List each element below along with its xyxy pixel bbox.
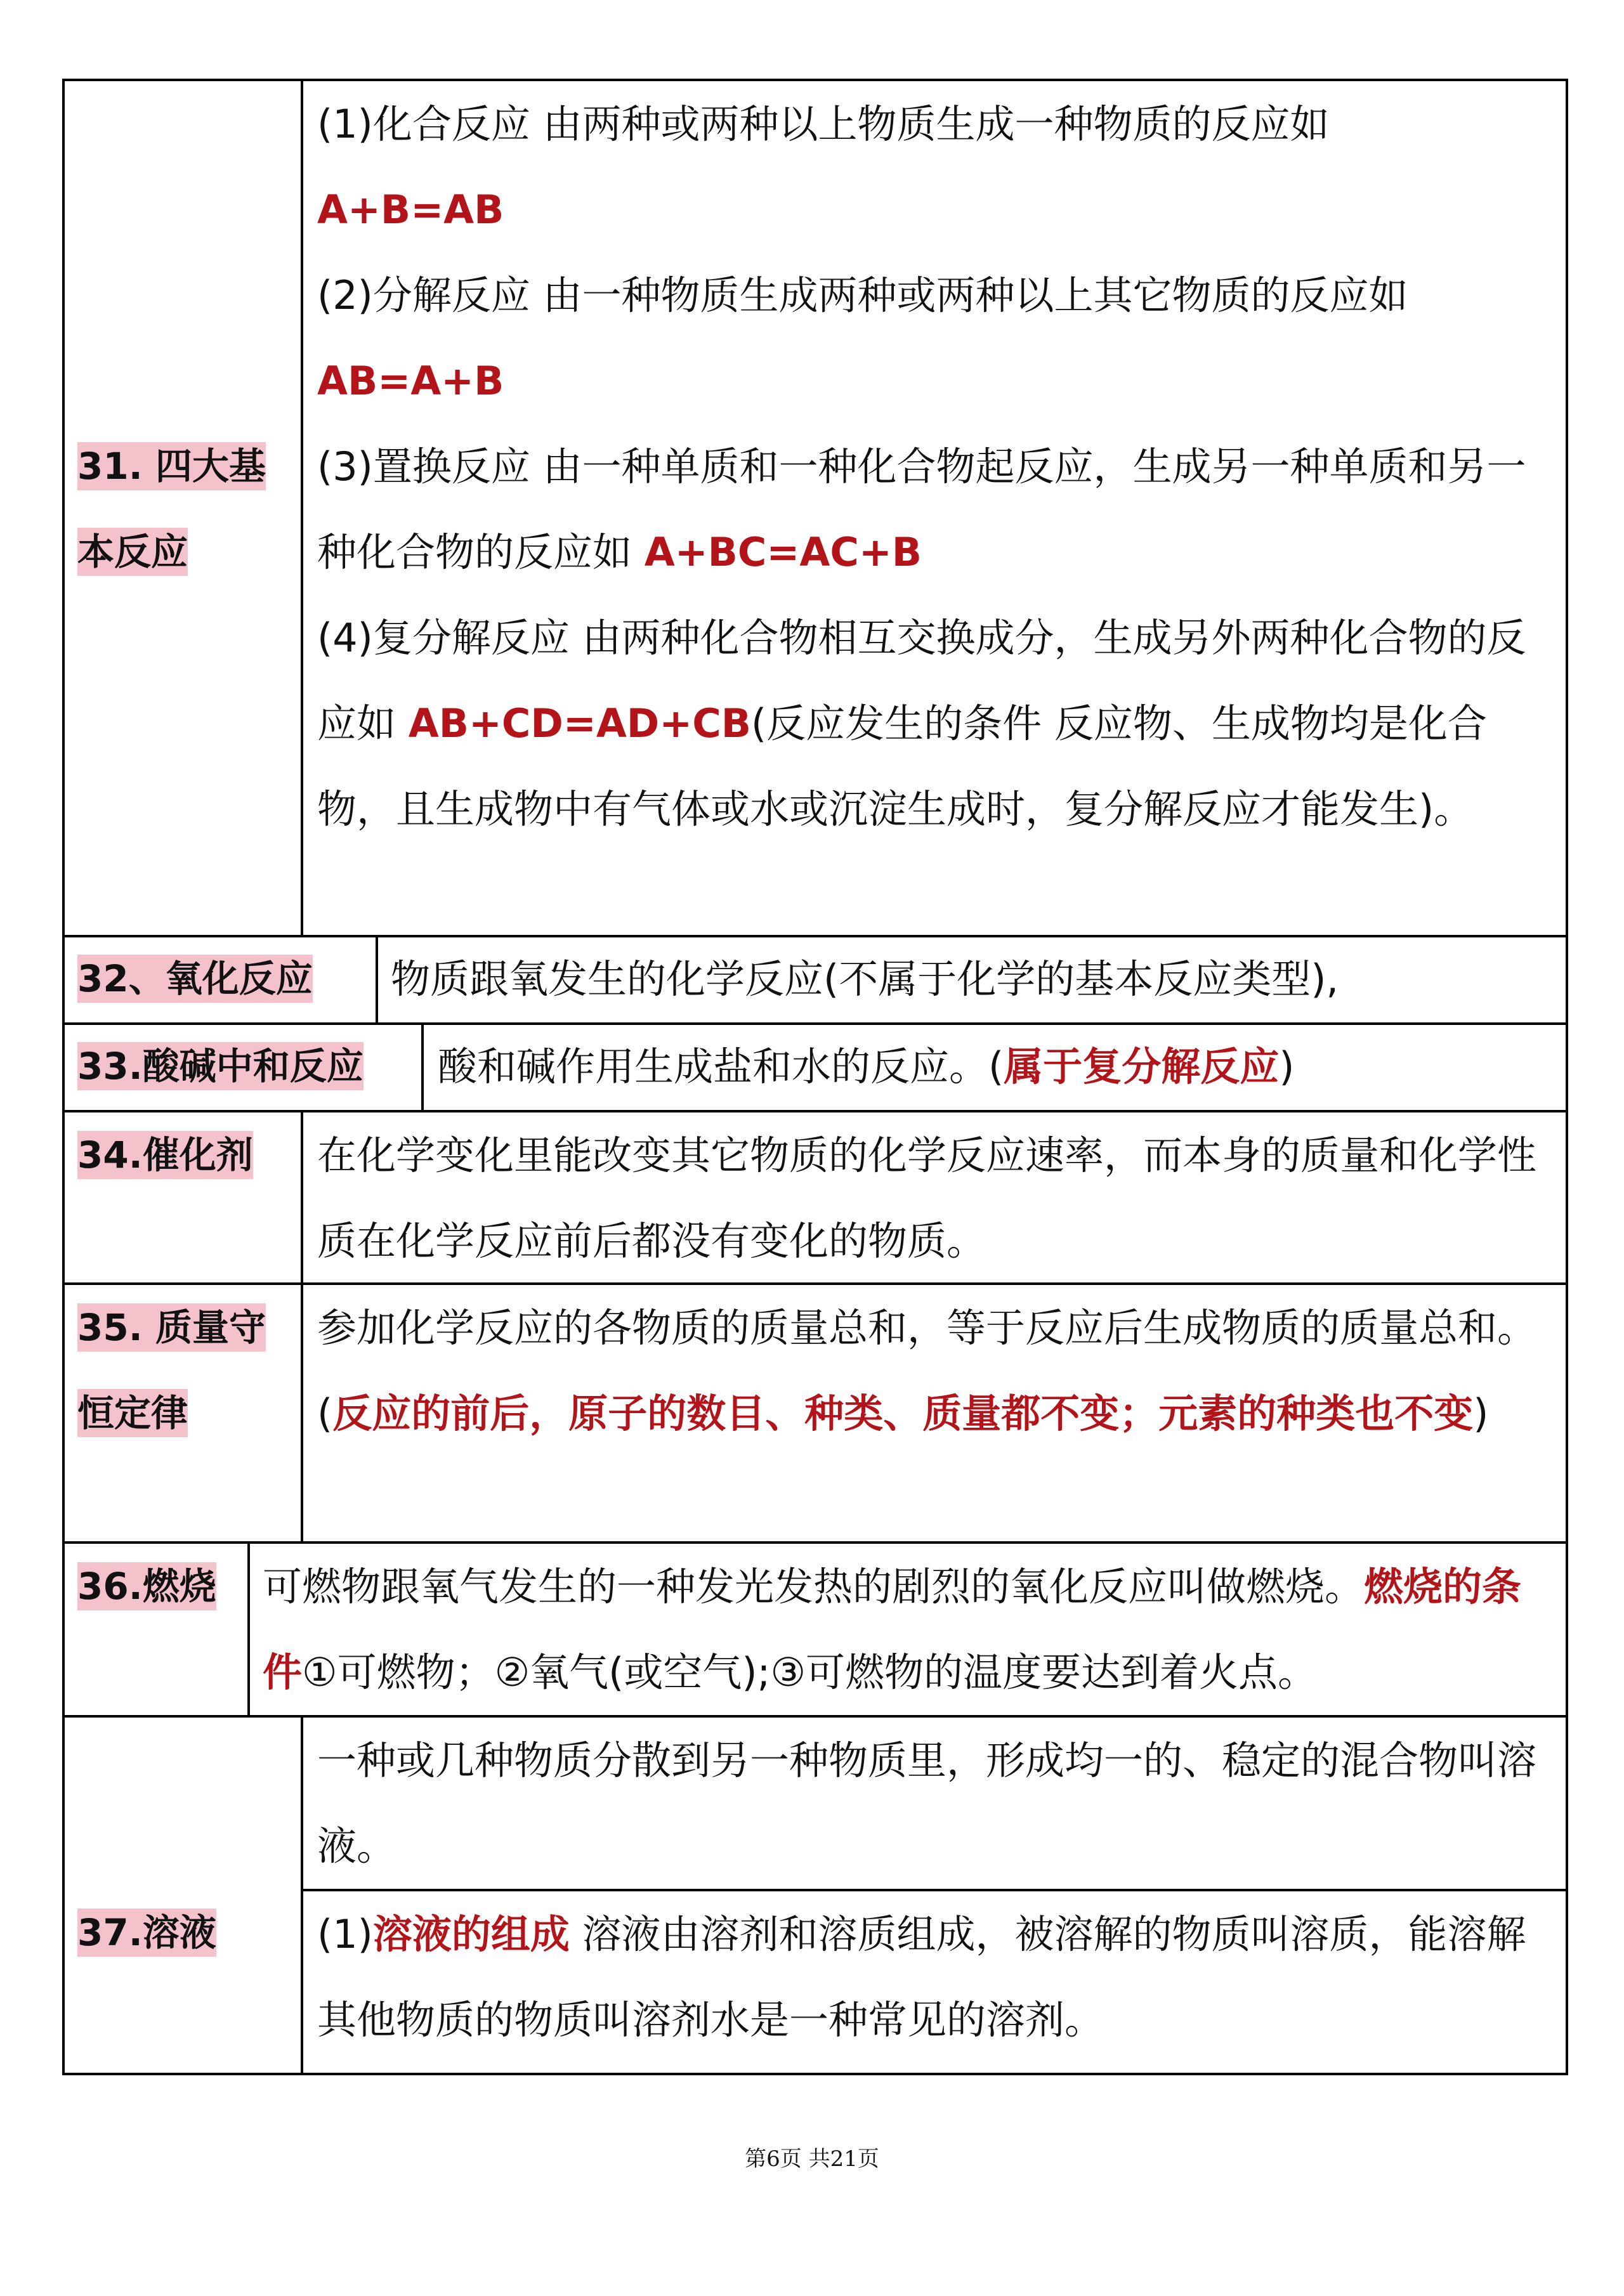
column-divider	[301, 79, 303, 936]
row-35-label: 35. 质量守 恒定律	[77, 1285, 293, 1456]
row-34-content: 在化学变化里能改变其它物质的化学反应速率，而本身的质量和化学性质在化学反应前后都没有变化的物质。	[317, 1132, 1537, 1264]
column-divider	[301, 1110, 303, 1543]
row-37-label: 37.溶液	[77, 1890, 293, 1976]
row-32-content: 物质跟氧发生的化学反应(不属于化学的基本反应类型),	[391, 956, 1339, 1002]
reaction-decomposition: (2)分解反应 由一种物质生成两种或两种以上其它物质的反应如 AB=A+B	[317, 272, 1408, 404]
row-35-content: 参加化学反应的各物质的质量总和，等于反应后生成物质的质量总和。(反应的前后，原子的数目、种类、质量都不变；元素的种类也不变)	[317, 1305, 1537, 1437]
row-36-content: 可燃物跟氧气发生的一种发光发热的剧烈的氧化反应叫做燃烧。燃烧的条件①可燃物；②氧气(或空气);③可燃物的温度要达到着火点。	[263, 1563, 1522, 1695]
reaction-double-decomposition: (4)复分解反应 由两种化合物相互交换成分，生成另外两种化合物的反应如 AB+CD=AD+CB(反应发生的条件 反应物、生成物均是化合物，且生成物中有气体或水或沉淀生成时，复分解反应才能发生)。	[317, 615, 1526, 832]
row-33-content: 酸和碱作用生成盐和水的反应。(属于复分解反应)	[438, 1043, 1295, 1090]
column-divider	[247, 1541, 250, 1716]
column-divider	[301, 1715, 303, 2075]
page-footer: 第6页 共21页	[745, 2146, 879, 2172]
row-34-label: 34.催化剂	[77, 1112, 293, 1198]
column-divider	[376, 935, 378, 1024]
reaction-displacement: (3)置换反应 由一种单质和一种化合物起反应，生成另一种单质和另一种化合物的反应如 A+BC=AC+B	[317, 443, 1526, 575]
row-31-label: 31. 四大基 本反应	[77, 424, 293, 595]
row-36-label: 36.燃烧	[77, 1544, 242, 1629]
row-37-composition: (1)溶液的组成 溶液由溶剂和溶质组成，被溶解的物质叫溶质，能溶解其他物质的物质叫溶剂水是一种常见的溶剂。	[317, 1911, 1526, 2043]
reaction-combination: (1)化合反应 由两种或两种以上物质生成一种物质的反应如 A+B=AB	[317, 101, 1330, 233]
column-divider	[421, 1022, 424, 1111]
row-32-label: 32、氧化反应	[77, 936, 369, 1022]
row-37-definition: 一种或几种物质分散到另一种物质里，形成均一的、稳定的混合物叫溶液。	[317, 1737, 1537, 1869]
row-33-label: 33.酸碱中和反应	[77, 1024, 420, 1109]
row-31-content	[317, 81, 1554, 852]
